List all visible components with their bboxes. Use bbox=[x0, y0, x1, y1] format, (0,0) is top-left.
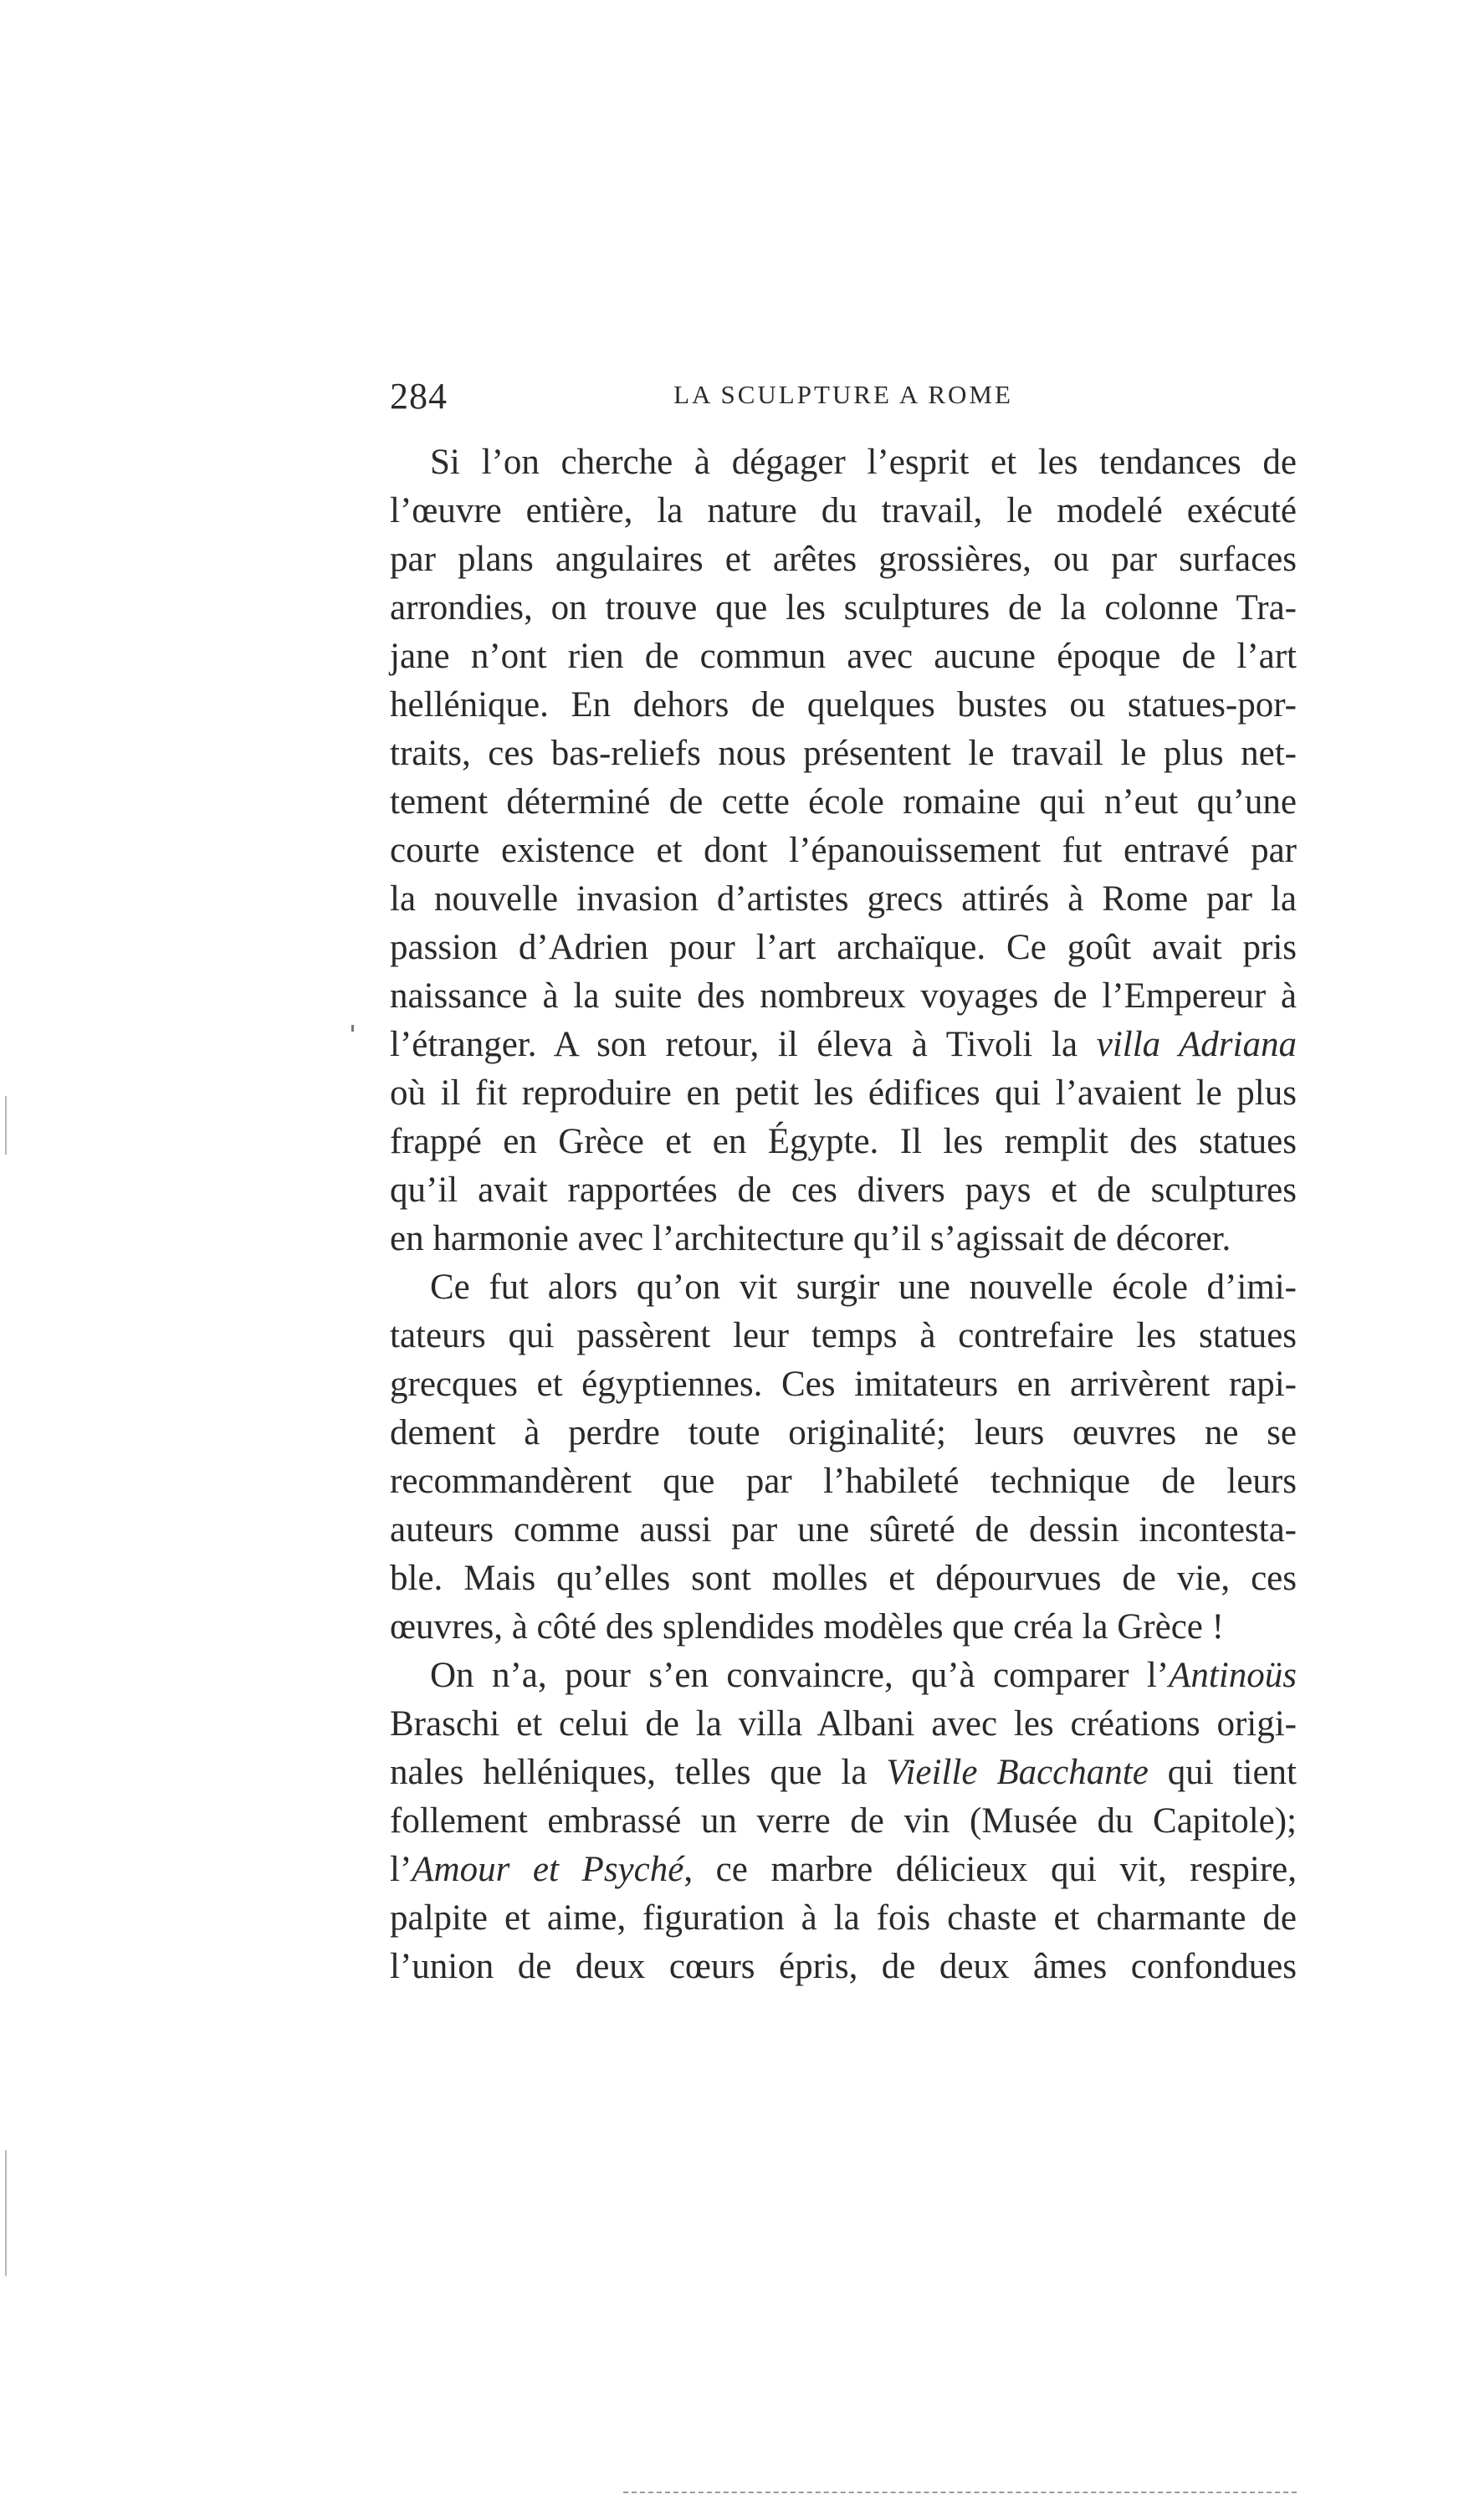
text-line bbox=[390, 1700, 1297, 1749]
text-line bbox=[390, 778, 1297, 827]
text-line bbox=[390, 1506, 1297, 1555]
text-line bbox=[390, 1312, 1297, 1360]
text-run: traits, ces bas-reliefs nous présentent le travail le plus net- bbox=[390, 734, 1297, 773]
text-run: ble. Mais qu’elles sont molles et dépourvues de vie, ces bbox=[390, 1559, 1297, 1598]
paragraph bbox=[390, 1652, 1297, 1991]
text-line bbox=[390, 1894, 1297, 1943]
text-run: follement embrassé un verre de vin (Musée du Capitole); bbox=[390, 1801, 1297, 1841]
page-number: 284 bbox=[390, 376, 448, 417]
text-run: palpite et aime, figuration à la fois chaste et charmante de bbox=[390, 1898, 1297, 1938]
text-run: par plans angulaires et arêtes grossières, ou par surfaces bbox=[390, 540, 1297, 579]
text-run: où il fit reproduire en petit les édifices qui l’avaient le plus bbox=[390, 1073, 1297, 1113]
text-line bbox=[390, 1360, 1297, 1409]
text-run: nales helléniques, telles que la bbox=[390, 1753, 887, 1792]
text-line bbox=[390, 1603, 1297, 1652]
text-line bbox=[390, 535, 1297, 584]
text-run: en harmonie avec l’architecture qu’il s’agissait de décorer. bbox=[390, 1219, 1231, 1258]
text-run: tement déterminé de cette école romaine qui n’eut qu’une bbox=[390, 782, 1297, 822]
text-run: l’union de deux cœurs épris, de deux âmes confondues bbox=[390, 1947, 1297, 1986]
text-line bbox=[390, 1555, 1297, 1603]
text-line bbox=[390, 972, 1297, 1021]
text-run: tateurs qui passèrent leur temps à contrefaire les statues bbox=[390, 1316, 1297, 1355]
text-run: Si l’on cherche à dégager l’esprit et les tendances de bbox=[430, 443, 1297, 482]
text-run: arrondies, on trouve que les sculptures de la colonne Tra- bbox=[390, 588, 1297, 627]
text-line bbox=[390, 1846, 1297, 1894]
margin-scan-mark bbox=[5, 1096, 7, 1155]
margin-scan-mark bbox=[5, 2150, 7, 2276]
text-run: hellénique. En dehors de quelques bustes ou statues-por- bbox=[390, 685, 1297, 725]
text-line bbox=[390, 1118, 1297, 1166]
italic-title: Antinoüs bbox=[1169, 1656, 1297, 1695]
text-line bbox=[390, 1215, 1297, 1263]
italic-title: villa Adriana bbox=[1096, 1025, 1297, 1064]
paragraph bbox=[390, 438, 1297, 1263]
text-run: On n’a, pour s’en convaincre, qu’à comparer l’ bbox=[430, 1656, 1170, 1695]
text-run: Ce fut alors qu’on vit surgir une nouvelle école d’imi- bbox=[430, 1268, 1297, 1307]
running-title: LA SCULPTURE A ROME bbox=[673, 380, 1013, 409]
text-line bbox=[390, 1457, 1297, 1506]
text-run: dement à perdre toute originalité; leurs œuvres ne se bbox=[390, 1413, 1297, 1452]
running-head bbox=[390, 375, 1297, 425]
text-line bbox=[390, 633, 1297, 681]
text-run: grecques et égyptiennes. Ces imitateurs en arrivèrent rapi- bbox=[390, 1365, 1297, 1404]
text-run: qu’il avait rapportées de ces divers pays et de sculptures bbox=[390, 1170, 1297, 1210]
text-line bbox=[390, 1943, 1297, 1991]
text-line bbox=[390, 1069, 1297, 1118]
text-line bbox=[390, 1021, 1297, 1069]
text-run: , ce marbre délicieux qui vit, respire, bbox=[683, 1850, 1298, 1889]
text-run: la nouvelle invasion d’artistes grecs attirés à Rome par la bbox=[390, 879, 1297, 919]
text-run: naissance à la suite des nombreux voyages de l’Empereur à bbox=[390, 976, 1297, 1016]
text-line bbox=[390, 1652, 1297, 1700]
text-line bbox=[390, 681, 1297, 730]
italic-title: Amour et Psyché bbox=[412, 1850, 684, 1889]
text-line bbox=[390, 1749, 1297, 1797]
text-run: œuvres, à côté des splendides modèles que créa la Grèce ! bbox=[390, 1607, 1224, 1647]
margin-scan-mark bbox=[351, 1025, 354, 1032]
text-line bbox=[390, 1797, 1297, 1846]
text-run: recommandèrent que par l’habileté technique de leurs bbox=[390, 1462, 1297, 1501]
text-line bbox=[390, 1409, 1297, 1457]
text-run: qui tient bbox=[1148, 1753, 1297, 1792]
paragraph bbox=[390, 1263, 1297, 1652]
text-run: l’ bbox=[390, 1850, 412, 1889]
text-line bbox=[390, 1263, 1297, 1312]
bottom-dashed-rule bbox=[623, 2492, 1297, 2493]
text-line bbox=[390, 730, 1297, 778]
text-run: Braschi et celui de la villa Albani avec les créations origi- bbox=[390, 1704, 1297, 1744]
body-text bbox=[390, 438, 1297, 1991]
text-line bbox=[390, 487, 1297, 535]
text-run: auteurs comme aussi par une sûreté de dessin incontesta- bbox=[390, 1510, 1297, 1549]
text-run: frappé en Grèce et en Égypte. Il les remplit des statues bbox=[390, 1122, 1297, 1161]
text-run: jane n’ont rien de commun avec aucune époque de l’art bbox=[390, 637, 1297, 676]
text-run: l’œuvre entière, la nature du travail, le modelé exécuté bbox=[390, 491, 1297, 530]
text-run: passion d’Adrien pour l’art archaïque. Ce goût avait pris bbox=[390, 928, 1297, 967]
text-line bbox=[390, 584, 1297, 633]
text-run: l’étranger. A son retour, il éleva à Tivoli la bbox=[390, 1025, 1097, 1064]
text-run: courte existence et dont l’épanouissement fut entravé par bbox=[390, 831, 1297, 870]
text-line bbox=[390, 875, 1297, 924]
text-line bbox=[390, 1166, 1297, 1215]
text-line bbox=[390, 438, 1297, 487]
italic-title: Vieille Bacchante bbox=[886, 1753, 1149, 1792]
text-line bbox=[390, 924, 1297, 972]
text-line bbox=[390, 827, 1297, 875]
